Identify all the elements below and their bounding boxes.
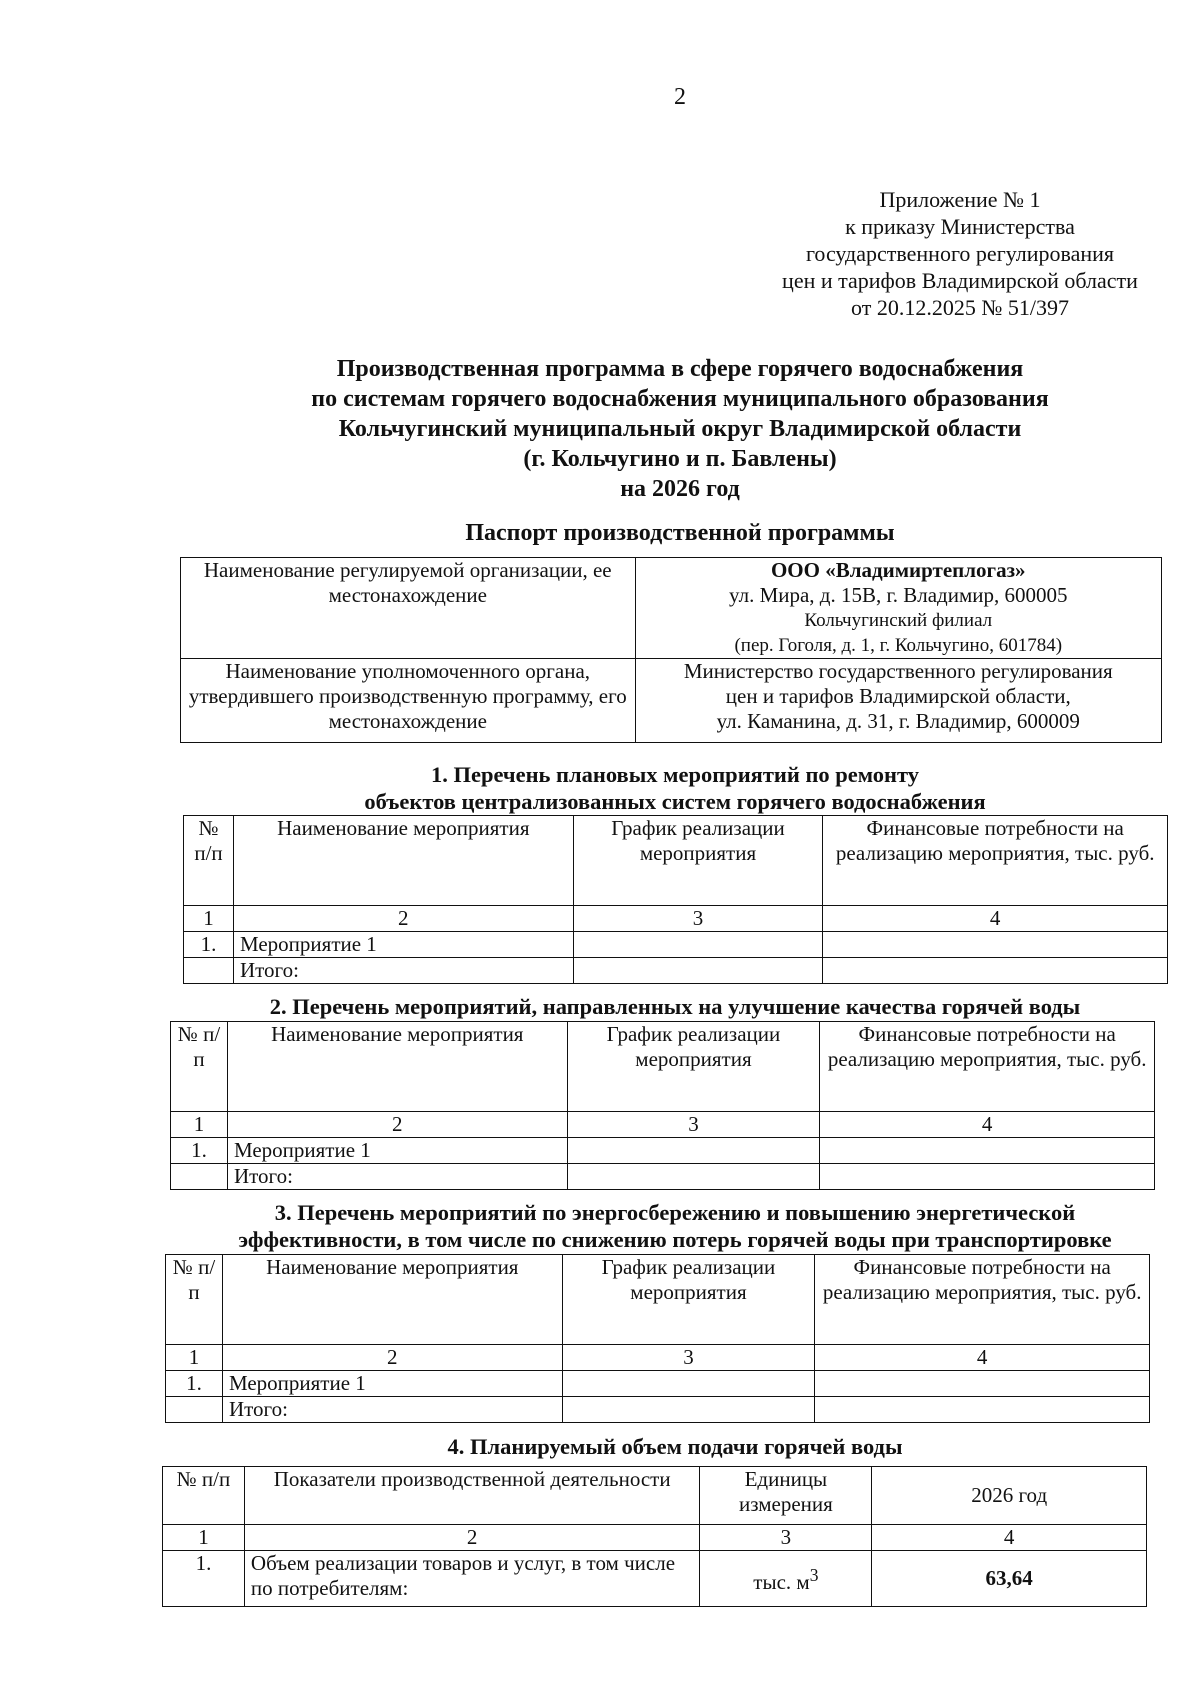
col-number: 4 bbox=[820, 1112, 1155, 1138]
row-number: 1. bbox=[171, 1138, 228, 1164]
section1-table bbox=[183, 815, 1168, 984]
measure-schedule bbox=[573, 932, 823, 958]
org-cell bbox=[635, 558, 1161, 659]
appendix-line: от 20.12.2025 № 51/397 bbox=[851, 295, 1069, 320]
col-number: 3 bbox=[567, 1112, 820, 1138]
section1-heading-line: 1. Перечень плановых мероприятий по ремонту bbox=[430, 762, 920, 787]
col-number: 3 bbox=[573, 906, 823, 932]
col-number: 1 bbox=[171, 1112, 228, 1138]
row-number: 1. bbox=[184, 932, 234, 958]
title-line: на 2026 год bbox=[620, 476, 740, 502]
section2-table bbox=[170, 1021, 1155, 1190]
title-line: Кольчугинский муниципальный округ Владимирской области bbox=[338, 416, 1022, 442]
row-number: 1. bbox=[163, 1551, 245, 1607]
header-num: № п/п bbox=[166, 1255, 223, 1345]
authority-line: цен и тарифов Владимирской области, bbox=[725, 684, 1071, 708]
header-name: Наименование мероприятия bbox=[222, 1255, 562, 1345]
total-finance bbox=[823, 958, 1168, 984]
indicator-name: Объем реализации товаров и услуг, в том числе по потребителям: bbox=[244, 1551, 700, 1607]
col-number: 4 bbox=[872, 1525, 1147, 1551]
section4-heading: 4. Планируемый объем подачи горячей воды bbox=[447, 1434, 903, 1459]
header-num: № п/п bbox=[171, 1022, 228, 1112]
measure-finance bbox=[815, 1371, 1150, 1397]
measure-name: Мероприятие 1 bbox=[222, 1371, 562, 1397]
col-number: 3 bbox=[562, 1345, 815, 1371]
page-number: 2 bbox=[674, 84, 686, 110]
appendix-line: к приказу Министерства bbox=[845, 214, 1075, 239]
col-number: 1 bbox=[184, 906, 234, 932]
col-number: 3 bbox=[700, 1525, 872, 1551]
section3-table bbox=[165, 1254, 1150, 1423]
unit-superscript: 3 bbox=[809, 1564, 819, 1585]
total-schedule bbox=[567, 1164, 820, 1190]
org-name: ООО «Владимиртеплогаз» bbox=[770, 558, 1026, 582]
org-label-cell: Наименование регулируемой организации, ее местонахождение bbox=[181, 558, 636, 659]
header-name: Наименование мероприятия bbox=[227, 1022, 567, 1112]
appendix-line: государственного регулирования bbox=[805, 241, 1115, 266]
col-number: 1 bbox=[163, 1525, 245, 1551]
section4-table bbox=[162, 1466, 1147, 1607]
document-title bbox=[240, 354, 1120, 504]
row-number: 1. bbox=[166, 1371, 223, 1397]
appendix-line: Приложение № 1 bbox=[879, 187, 1041, 212]
unit-cell bbox=[700, 1551, 872, 1607]
header-schedule: График реализации мероприятия bbox=[567, 1022, 820, 1112]
section1-heading bbox=[170, 761, 1180, 815]
header-finance: Финансовые потребности на реализацию мероприятия, тыс. руб. bbox=[820, 1022, 1155, 1112]
appendix-block bbox=[740, 186, 1180, 321]
header-year: 2026 год bbox=[872, 1467, 1147, 1525]
total-label: Итого: bbox=[227, 1164, 567, 1190]
total-label: Итого: bbox=[222, 1397, 562, 1423]
col-number: 2 bbox=[244, 1525, 700, 1551]
col-number: 1 bbox=[166, 1345, 223, 1371]
branch-address: (пер. Гоголя, д. 1, г. Кольчугино, 601784) bbox=[734, 635, 1063, 656]
total-label: Итого: bbox=[233, 958, 573, 984]
appendix-line: цен и тарифов Владимирской области bbox=[782, 268, 1138, 293]
measure-name: Мероприятие 1 bbox=[227, 1138, 567, 1164]
total-schedule bbox=[562, 1397, 815, 1423]
col-number: 4 bbox=[815, 1345, 1150, 1371]
col-number: 2 bbox=[222, 1345, 562, 1371]
measure-name: Мероприятие 1 bbox=[233, 932, 573, 958]
measure-finance bbox=[823, 932, 1168, 958]
header-finance: Финансовые потребности на реализацию мероприятия, тыс. руб. bbox=[815, 1255, 1150, 1345]
measure-schedule bbox=[562, 1371, 815, 1397]
section1-heading-line: объектов централизованных систем горячего водоснабжения bbox=[364, 789, 986, 814]
header-num: № п/п bbox=[163, 1467, 245, 1525]
measure-finance bbox=[820, 1138, 1155, 1164]
title-line: Производственная программа в сфере горячего водоснабжения bbox=[336, 356, 1024, 382]
title-line: по системам горячего водоснабжения муниципального образования bbox=[311, 386, 1049, 412]
unit-base: тыс. м bbox=[753, 1569, 810, 1594]
col-number: 2 bbox=[233, 906, 573, 932]
value-cell: 63,64 bbox=[872, 1551, 1147, 1607]
section3-heading bbox=[170, 1199, 1180, 1253]
header-finance: Финансовые потребности на реализацию мероприятия, тыс. руб. bbox=[823, 816, 1168, 906]
total-finance bbox=[815, 1397, 1150, 1423]
header-unit: Единицы измерения bbox=[700, 1467, 872, 1525]
header-schedule: График реализации мероприятия bbox=[573, 816, 823, 906]
total-finance bbox=[820, 1164, 1155, 1190]
total-num bbox=[171, 1164, 228, 1190]
total-schedule bbox=[573, 958, 823, 984]
col-number: 4 bbox=[823, 906, 1168, 932]
section2-heading: 2. Перечень мероприятий, направленных на улучшение качества горячей воды bbox=[269, 994, 1081, 1019]
col-number: 2 bbox=[227, 1112, 567, 1138]
authority-cell bbox=[635, 659, 1161, 743]
passport-heading: Паспорт производственной программы bbox=[465, 520, 895, 546]
section3-heading-line: эффективности, в том числе по снижению потерь горячей воды при транспортировке bbox=[238, 1227, 1112, 1252]
branch-name: Кольчугинский филиал bbox=[804, 610, 993, 631]
authority-line: Министерство государственного регулирования bbox=[683, 659, 1113, 683]
authority-line: ул. Каманина, д. 31, г. Владимир, 600009 bbox=[716, 709, 1080, 733]
passport-table bbox=[180, 557, 1162, 743]
org-address: ул. Мира, д. 15В, г. Владимир, 600005 bbox=[729, 583, 1068, 607]
authority-label-cell: Наименование уполномоченного органа, утвердившего производственную программу, его местонахождение bbox=[181, 659, 636, 743]
header-indicator: Показатели производственной деятельности bbox=[244, 1467, 700, 1525]
header-schedule: График реализации мероприятия bbox=[562, 1255, 815, 1345]
measure-schedule bbox=[567, 1138, 820, 1164]
total-num bbox=[184, 958, 234, 984]
header-name: Наименование мероприятия bbox=[233, 816, 573, 906]
header-num: № п/п bbox=[184, 816, 234, 906]
total-num bbox=[166, 1397, 223, 1423]
title-line: (г. Кольчугино и п. Бавлены) bbox=[523, 446, 837, 472]
section3-heading-line: 3. Перечень мероприятий по энергосбережению и повышению энергетической bbox=[274, 1200, 1076, 1225]
